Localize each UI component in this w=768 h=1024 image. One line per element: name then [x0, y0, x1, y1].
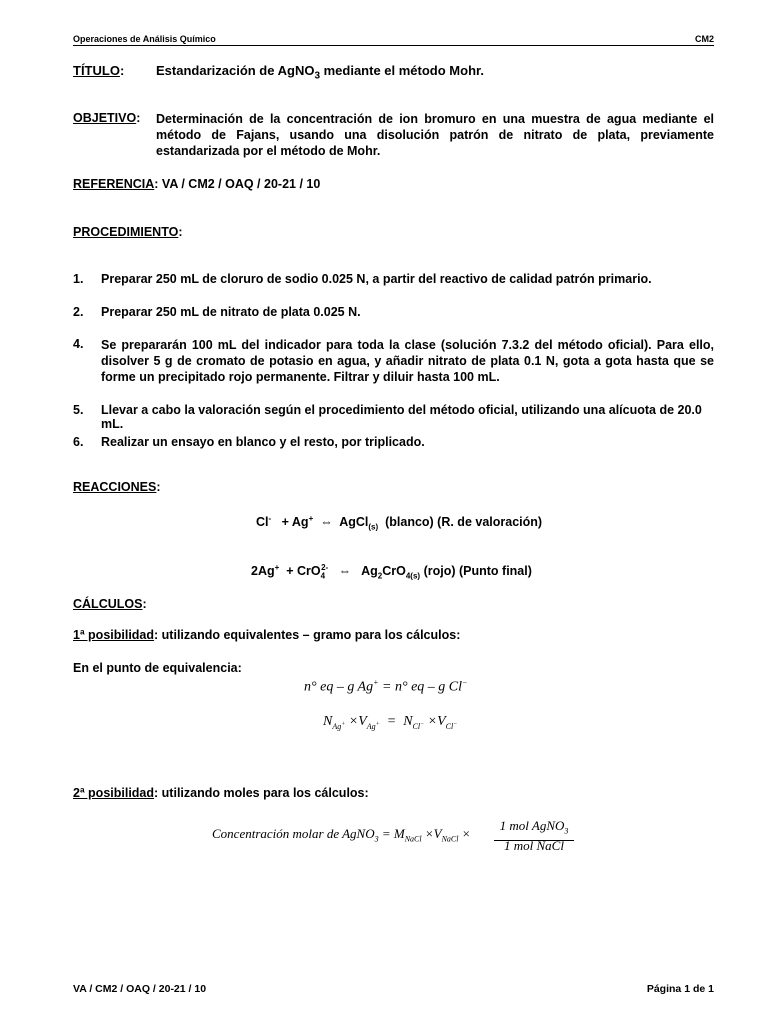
referencia: REFERENCIA: VA / CM2 / OAQ / 20-21 / 10 [73, 177, 321, 191]
step-2-num: 2. [73, 305, 84, 319]
page-footer [73, 983, 714, 995]
header-course: Operaciones de Análisis Químico [73, 34, 216, 44]
header-code: CM2 [694, 34, 714, 44]
equation-eq-g: n° eq – g Ag+ = n° eq – g Cl− [304, 678, 468, 695]
reacciones-label: REACCIONES: [73, 480, 161, 494]
step-6-num: 6. [73, 435, 84, 449]
page-number: Página 1 de 1 [646, 983, 714, 995]
footer-reference: VA / CM2 / OAQ / 20-21 / 10 [73, 983, 207, 995]
objetivo-text: Determinación de la concentración de ion bromuro en una muestra de agua mediante el método de Fajans, usando una disolución patrón de nitrato de plata, previamente estandarizada por el método de Mohr. [156, 112, 714, 158]
step-5-num: 5. [73, 403, 84, 417]
fraction-denominator: 1 mol NaCl [504, 838, 564, 853]
step-2-text: Preparar 250 mL de nitrato de plata 0.025 N. [101, 305, 361, 319]
step-4-num: 4. [73, 337, 84, 351]
step-5-text: Llevar a cabo la valoración según el procedimiento del método oficial, utilizando una alícuota de 20.0 mL. [101, 403, 702, 431]
reaction-1: Cl- + Ag+ ⇔ AgCl$_{(s)}$ (blanco) (R. de valoración) [256, 514, 543, 532]
posibilidad-1: 1ª posibilidad: utilizando equivalentes – gramo para los cálculos: [73, 628, 461, 642]
header-rule [73, 45, 714, 46]
fraction-numerator: 1 mol AgNO$_3$ [494, 818, 574, 841]
procedimiento-label: PROCEDIMIENTO: [73, 225, 183, 239]
equivalencia-text: En el punto de equivalencia: [73, 661, 242, 675]
objetivo-label: OBJETIVO: [73, 111, 141, 125]
page-header [73, 34, 714, 44]
step-1-num: 1. [73, 272, 84, 286]
titulo-label: TÍTULO: [73, 63, 125, 78]
calculos-label: CÁLCULOS: [73, 597, 147, 611]
equation-nv: $N_{Ag^+} \times V_{Ag^+} = N_{Cl^-} \times V_{Cl^-}$ [323, 714, 458, 731]
titulo-text: Estandarización de AgNO$_3$ mediante el método Mohr. [156, 63, 484, 82]
step-6-text: Realizar un ensayo en blanco y el resto, por triplicado. [101, 435, 425, 449]
step-4-text: Se prepararán 100 mL del indicador para toda la clase (solución 7.3.2 del método oficial). Para ello, disolver 5 g de cromato de potasio en agua, y añadir nitrato de plata 0.1 N, gota a gota hasta que se forme un precipitado rojo permanente. Filtrar y diluir hasta 100 mL. [101, 338, 714, 384]
equation-molar: Concentración molar de AgNO$_3$ = $M_{NaCl} \times V_{NaCl}$ × [212, 826, 471, 844]
reaction-2: 2Ag+ + CrO$_4^{2-}$ ⇔ $Ag_2CrO_{4(s)}$ (rojo) (Punto final) [251, 563, 532, 581]
posibilidad-2: 2ª posibilidad: utilizando moles para los cálculos: [73, 786, 369, 800]
step-1-text: Preparar 250 mL de cloruro de sodio 0.025 N, a partir del reactivo de calidad patrón primario. [101, 272, 652, 286]
